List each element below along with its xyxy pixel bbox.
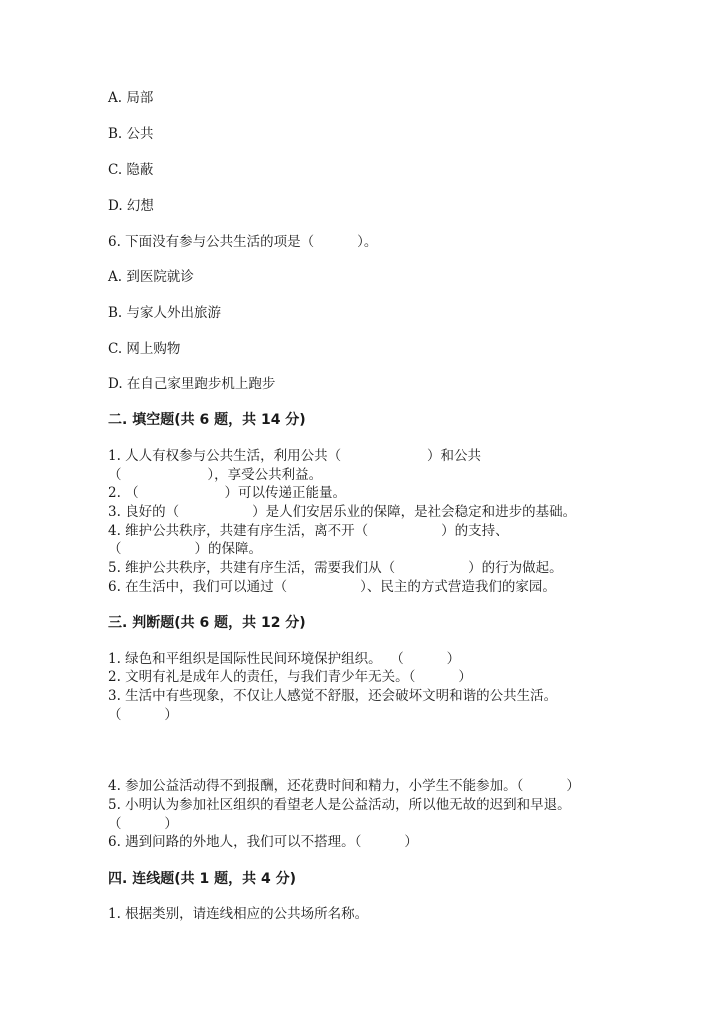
judgement-line: 4. 参加公益活动得不到报酬，还花费时间和精力，小学生不能参加。（ ） <box>108 778 580 794</box>
matching-line: 1. 根据类别，请连线相应的公共场所名称。 <box>108 906 369 922</box>
q5-option-b: B. 公共 <box>108 126 154 142</box>
section-fill-blank-title: 二. 填空题(共 6 题，共 14 分) <box>108 412 306 428</box>
q6-stem: 6. 下面没有参与公共生活的项是（ ）。 <box>108 234 378 250</box>
q6-option-a: A. 到医院就诊 <box>108 269 194 285</box>
judgement-line: （ ） <box>108 707 178 723</box>
q5-option-d: D. 幻想 <box>108 198 154 214</box>
fill-blank-line: （ ）的保障。 <box>108 541 262 557</box>
fill-blank-line: 4. 维护公共秩序，共建有序生活，离不开（ ）的支持、 <box>108 523 509 539</box>
q6-option-d: D. 在自己家里跑步机上跑步 <box>108 376 276 392</box>
judgement-line: 2. 文明有礼是成年人的责任，与我们青少年无关。（ ） <box>108 669 472 685</box>
q6-option-c: C. 网上购物 <box>108 341 181 357</box>
fill-blank-line: 2. （ ）可以传递正能量。 <box>108 485 346 501</box>
fill-blank-line: 6. 在生活中，我们可以通过（ ）、民主的方式营造我们的家园。 <box>108 579 556 595</box>
fill-blank-line: 5. 维护公共秩序，共建有序生活，需要我们从（ ）的行为做起。 <box>108 560 563 576</box>
fill-blank-line: 3. 良好的（ ）是人们安居乐业的保障，是社会稳定和进步的基础。 <box>108 504 577 520</box>
judgement-line: 1. 绿色和平组织是国际性民间环境保护组织。 （ ） <box>108 651 461 667</box>
section-judgement-title: 三. 判断题(共 6 题，共 12 分) <box>108 615 306 631</box>
fill-blank-line: （ ），享受公共利益。 <box>108 467 323 483</box>
section-matching-title: 四. 连线题(共 1 题，共 4 分) <box>108 871 296 887</box>
judgement-line: 6. 遇到问路的外地人，我们可以不搭理。（ ） <box>108 834 418 850</box>
judgement-line: 3. 生活中有些现象，不仅让人感觉不舒服，还会破坏文明和谐的公共生活。 <box>108 688 558 704</box>
q6-option-b: B. 与家人外出旅游 <box>108 305 222 321</box>
judgement-line: （ ） <box>108 816 178 832</box>
judgement-line: 5. 小明认为参加社区组织的看望老人是公益活动，所以他无故的迟到和早退。 <box>108 797 571 813</box>
fill-blank-line: 1. 人人有权参与公共生活，利用公共（ ）和公共 <box>108 448 481 464</box>
q5-option-c: C. 隐蔽 <box>108 162 154 178</box>
q5-option-a: A. 局部 <box>108 90 154 106</box>
